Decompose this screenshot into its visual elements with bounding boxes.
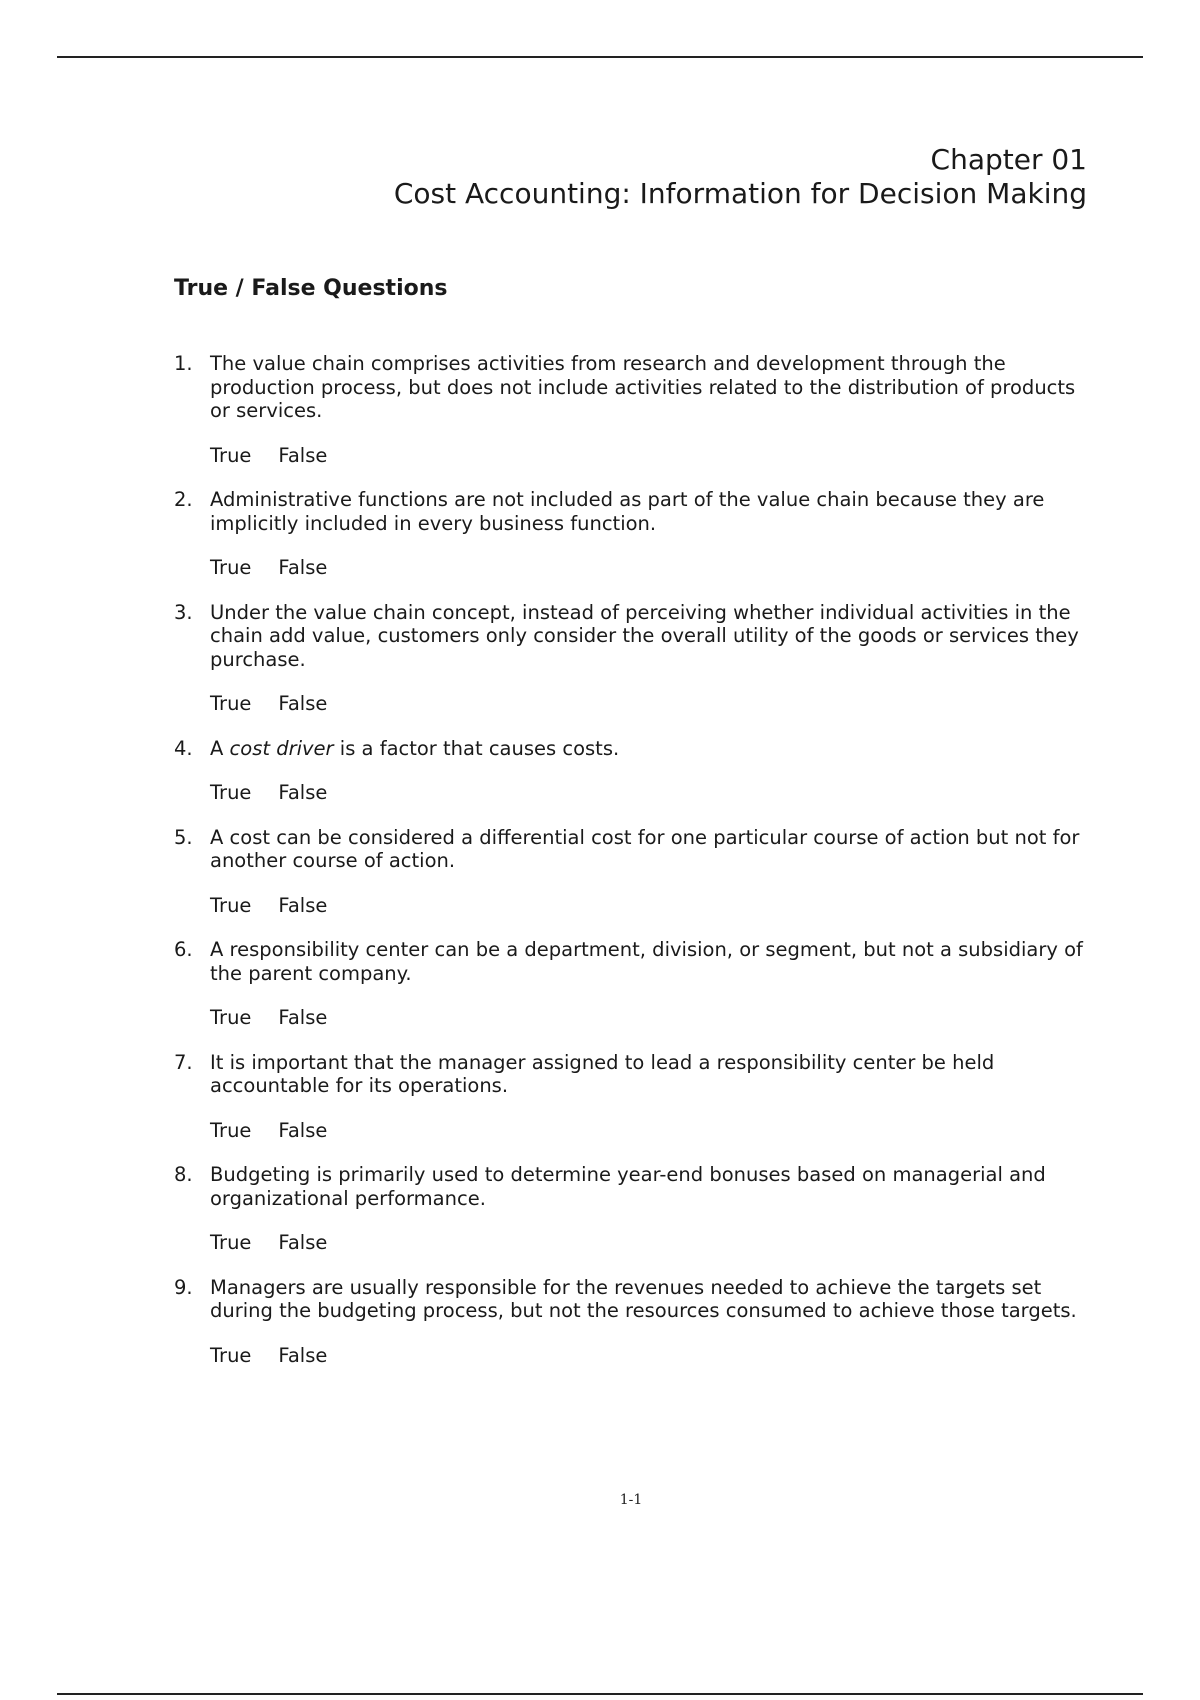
question-number: 6. xyxy=(174,938,193,961)
question-3 xyxy=(174,601,1094,716)
answer-false: False xyxy=(278,692,328,715)
answer-true: True xyxy=(210,1006,252,1029)
question-number: 1. xyxy=(174,352,193,375)
answer-true: True xyxy=(210,556,252,579)
answer-true: True xyxy=(210,1343,252,1367)
answer-false: False xyxy=(278,1118,328,1142)
question-number: 5. xyxy=(174,825,193,849)
question-9 xyxy=(174,1276,1094,1368)
question-text: It is important that the manager assigned to lead a responsibility center be held accountable for its operations. xyxy=(210,1050,995,1097)
answer-options xyxy=(210,1231,1094,1255)
answer-true: True xyxy=(210,1118,252,1142)
answer-false: False xyxy=(278,556,328,579)
answer-options xyxy=(210,894,1094,918)
term-cost-driver: cost driver xyxy=(229,736,334,760)
answer-false: False xyxy=(278,1231,328,1254)
answer-options xyxy=(210,781,1094,805)
question-number: 9. xyxy=(174,1275,193,1299)
question-number: 4. xyxy=(174,736,193,760)
answer-true: True xyxy=(210,781,252,804)
bottom-divider xyxy=(57,1693,1143,1695)
question-1 xyxy=(174,352,1094,467)
section-heading: True / False Questions xyxy=(174,276,448,301)
answer-options xyxy=(210,1006,1094,1030)
question-text: Under the value chain concept, instead of perceiving whether individual activities in the chain add value, customers only consider the overall utility of the goods or services they purchase. xyxy=(210,600,1079,671)
question-text xyxy=(210,737,1094,761)
question-number: 7. xyxy=(174,1050,193,1074)
question-4 xyxy=(174,737,1094,805)
chapter-title: Cost Accounting: Information for Decision Making xyxy=(393,177,1087,210)
answer-false: False xyxy=(278,443,328,467)
question-text-after: is a factor that causes costs. xyxy=(333,736,620,760)
answer-true: True xyxy=(210,893,252,917)
question-number: 3. xyxy=(174,600,193,624)
top-divider xyxy=(57,56,1143,58)
question-8 xyxy=(174,1163,1094,1255)
question-text: A cost can be considered a differential cost for one particular course of action but not for another course of action. xyxy=(210,825,1080,872)
question-text: Managers are usually responsible for the revenues needed to achieve the targets set during the budgeting process, but not the resources consumed to achieve those targets. xyxy=(210,1275,1077,1322)
page-number: 1-1 xyxy=(619,1492,643,1508)
question-text: The value chain comprises activities from research and development through the production process, but does not include activities related to the distribution of products or services. xyxy=(210,352,1076,422)
answer-options xyxy=(210,444,1094,468)
question-text: A responsibility center can be a department, division, or segment, but not a subsidiary of the parent company. xyxy=(210,938,1083,985)
answer-options xyxy=(210,1344,1094,1368)
answer-true: True xyxy=(210,1231,252,1254)
answer-true: True xyxy=(210,692,252,715)
answer-false: False xyxy=(278,1006,328,1029)
chapter-number: Chapter 01 xyxy=(930,143,1087,176)
question-text-before: A xyxy=(210,736,230,760)
answer-false: False xyxy=(278,781,328,804)
question-list xyxy=(174,352,1094,1388)
chapter-header xyxy=(394,143,1087,211)
question-5 xyxy=(174,826,1094,918)
question-number: 2. xyxy=(174,488,193,511)
answer-options xyxy=(210,1119,1094,1143)
question-7 xyxy=(174,1051,1094,1143)
question-text: Administrative functions are not included as part of the value chain because they are implicitly included in every business function. xyxy=(210,488,1045,535)
answer-options xyxy=(210,556,1094,580)
answer-true: True xyxy=(210,443,252,467)
question-6 xyxy=(174,938,1094,1030)
answer-false: False xyxy=(278,1343,328,1367)
question-text: Budgeting is primarily used to determine year-end bonuses based on managerial and organizational performance. xyxy=(210,1163,1046,1210)
answer-options xyxy=(210,692,1094,716)
answer-false: False xyxy=(278,893,328,917)
question-number: 8. xyxy=(174,1163,193,1186)
question-2 xyxy=(174,488,1094,580)
